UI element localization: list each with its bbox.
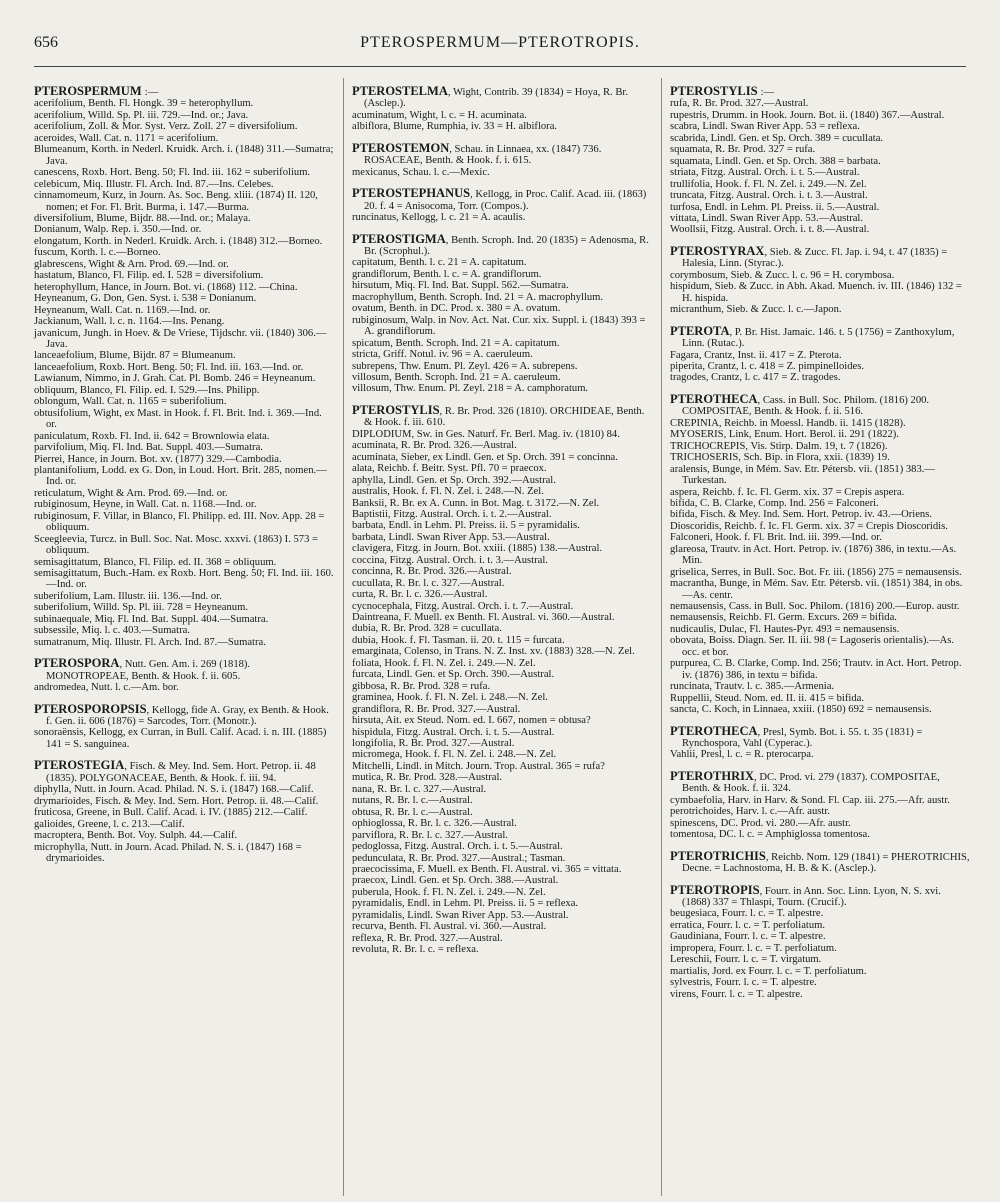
genus-entry bbox=[352, 140, 652, 178]
species-entry: micranthum, Sieb. & Zucc. l. c.—Japon. bbox=[670, 304, 842, 316]
species-entry: Lereschii, Fourr. l. c. = T. virgatum. bbox=[670, 954, 822, 966]
species-entry: Sceegleevia, Turcz. in Bull. Soc. Nat. Mosc. xxxvi. (1863) I. 573 = obliquum. bbox=[34, 533, 319, 557]
species-entry: reflexa, R. Br. Prod. 327.—Austral. bbox=[352, 932, 503, 944]
species-entry: concinna, R. Br. Prod. 326.—Austral. bbox=[352, 566, 512, 578]
species-entry: semisagittatum, Blanco, Fl. Filip. ed. II. 368 = obliquum. bbox=[34, 556, 277, 568]
species-entry: cucullata, R. Br. l. c. 327.—Austral. bbox=[352, 577, 505, 589]
species-entry: mutica, R. Br. Prod. 328.—Austral. bbox=[352, 772, 503, 784]
species-entry: pedunculata, R. Br. Prod. 327.—Austral.; Tasman. bbox=[352, 852, 566, 864]
species-entry: turfosa, Endl. in Lehm. Pl. Preiss. ii. 5.—Austral. bbox=[670, 201, 880, 213]
species-entry: grandiflora, R. Br. Prod. 327.—Austral. bbox=[352, 703, 521, 715]
species-entry: hispidula, Fitzg. Austral. Orch. i. t. 5.—Austral. bbox=[352, 726, 555, 738]
species-entry: macrantha, Bunge, in Mém. Sav. Etr. Pétersb. vii. (1851) 384, in obs.—As. centr. bbox=[670, 578, 963, 601]
species-entry: acerifolium, Willd. Sp. Pl. iii. 729.—Ind. or.; Java. bbox=[34, 109, 249, 121]
genus-heading: PTEROTA, P. Br. Hist. Jamaic. 146. t. 5 (1756) = Zanthoxylum, Linn. (Rutac.). bbox=[670, 323, 955, 350]
genus-entry bbox=[670, 243, 970, 316]
header-rule bbox=[34, 66, 966, 67]
species-entry: javanicum, Jungh. in Hoev. & De Vriese, Tijdschr. vii. (1840) 306.—Java. bbox=[34, 327, 327, 350]
genus-heading: PTEROSTYLIS :— bbox=[670, 84, 775, 98]
species-entry: suberifolium, Willd. Sp. Pl. iii. 728 = Heyneanum. bbox=[34, 602, 248, 614]
species-entry: scabra, Lindl. Swan River App. 53 = reflexa. bbox=[670, 121, 860, 133]
species-entry: drymarioides, Fisch. & Mey. Ind. Sem. Hort. Petrop. ii. 48.—Calif. bbox=[34, 795, 319, 807]
species-entry: rufa, R. Br. Prod. 327.—Austral. bbox=[670, 98, 809, 110]
species-entry: virens, Fourr. l. c. = T. alpestre. bbox=[670, 988, 803, 1000]
species-entry: Mitchelli, Lindl. in Mitch. Journ. Trop. Austral. 365 = rufa? bbox=[352, 760, 605, 772]
species-entry: hirsutum, Miq. Fl. Ind. Bat. Suppl. 562.—Sumatra. bbox=[352, 280, 569, 292]
species-entry: squamata, Lindl. Gen. et Sp. Orch. 388 = barbata. bbox=[670, 155, 881, 167]
species-entry: runcinata, Trautv. l. c. 385.—Armenia. bbox=[670, 681, 835, 693]
genus-heading: PTEROTHRIX, DC. Prod. vi. 279 (1837). COMPOSITAE, Benth. & Hook. f. ii. 324. bbox=[670, 768, 940, 795]
species-entry: squamata, R. Br. Prod. 327 = rufa. bbox=[670, 144, 816, 156]
species-entry: Woollsii, Fitzg. Austral. Orch. i. t. 8.—Austral. bbox=[670, 224, 870, 236]
species-entry: mexicanus, Schau. l. c.—Mexic. bbox=[352, 166, 490, 178]
species-entry: obliquum, Blanco, Fl. Filip. ed. I. 529.—Ins. Philipp. bbox=[34, 384, 260, 396]
species-entry: acuminata, Sieber, ex Lindl. Gen. et Sp. Orch. 391 = concinna. bbox=[352, 451, 618, 463]
genus-heading: PTEROSTEPHANUS, Kellogg, in Proc. Calif. Acad. iii. (1863) 20. f. 4 = Anisocoma, Torr. (Compos.). bbox=[352, 186, 647, 212]
species-entry: parvifolium, Miq. Fl. Ind. Bat. Suppl. 403.—Sumatra. bbox=[34, 442, 263, 454]
species-entry: vittata, Lindl. Swan River App. 53.—Austral. bbox=[670, 212, 864, 224]
species-entry: micromega, Hook. f. Fl. N. Zel. i. 248.—N. Zel. bbox=[352, 749, 557, 761]
species-entry: aralensis, Bunge, in Mém. Sav. Etr. Pétersb. vii. (1851) 383.—Turkestan. bbox=[670, 463, 936, 487]
species-entry: impropera, Fourr. l. c. = T. perfoliatum. bbox=[670, 942, 837, 954]
species-entry: Heyneanum, Wall. Cat. n. 1169.—Ind. or. bbox=[34, 304, 211, 316]
species-entry: nutans, R. Br. l. c.—Austral. bbox=[352, 795, 473, 807]
species-entry: ophioglossa, R. Br. l. c. 326.—Austral. bbox=[352, 818, 517, 830]
species-entry: graminea, Hook. f. Fl. N. Zel. i. 248.—N. Zel. bbox=[352, 692, 548, 704]
species-entry: celebicum, Miq. Illustr. Fl. Arch. Ind. 87.—Ins. Celebes. bbox=[34, 178, 274, 190]
species-entry: clavigera, Fitzg. in Journ. Bot. xxiii. (1885) 138.—Austral. bbox=[352, 543, 603, 555]
species-entry: heterophyllum, Hance, in Journ. Bot. vi. (1868) 112. —China. bbox=[34, 281, 298, 293]
species-entry: purpurea, C. B. Clarke, Comp. Ind. 256; Trautv. in Act. Hort. Petrop. iv. (1876) 386, in textu = bifida. bbox=[670, 658, 962, 681]
species-entry: obovata, Boiss. Diagn. Ser. II. iii. 98 (= Lagoseris orientalis).—As. occ. et bor. bbox=[670, 635, 955, 658]
species-entry: Baptistii, Fitzg. Austral. Orch. i. t. 2.—Austral. bbox=[352, 508, 552, 520]
running-title: PTEROSPERMUM—PTEROTROPIS. bbox=[360, 34, 640, 51]
genus-entry bbox=[670, 768, 970, 841]
species-entry: obtusa, R. Br. l. c.—Austral. bbox=[352, 806, 473, 818]
species-entry: villosum, Thw. Enum. Pl. Zeyl. 218 = A. camphoratum. bbox=[352, 383, 589, 395]
species-entry: beugesiaca, Fourr. l. c. = T. alpestre. bbox=[670, 908, 824, 920]
species-entry: plantanifolium, Lodd. ex G. Don, in Loud. Hort. Brit. 285, nomen.—Ind. or. bbox=[34, 464, 327, 488]
genus-heading: PTEROTHECA, Presl, Symb. Bot. i. 55. t. 35 (1831) = Rynchospora, Vahl (Cyperac.). bbox=[670, 723, 923, 750]
species-entry: Banksii, R. Br. ex A. Cunn. in Bot. Mag. t. 3172.—N. Zel. bbox=[352, 497, 600, 509]
species-entry: ovatum, Benth. in DC. Prod. x. 380 = A. ovatum. bbox=[352, 303, 561, 315]
species-entry: truncata, Fitzg. Austral. Orch. i. t. 3.—Austral. bbox=[670, 190, 868, 202]
species-entry: trullifolia, Hook. f. Fl. N. Zel. i. 249.—N. Zel. bbox=[670, 178, 867, 190]
species-entry: rubiginosum, F. Villar, in Blanco, Fl. Philipp. ed. III. Nov. App. 28 = obliquum. bbox=[34, 510, 325, 534]
species-entry: capitatum, Benth. l. c. 21 = A. capitatum. bbox=[352, 257, 527, 269]
genus-heading: PTEROSPOROPSIS, Kellogg, fide A. Gray, ex Benth. & Hook. f. Gen. ii. 606 (1876) = Sarcodes, Torr. (Monotr.). bbox=[34, 701, 329, 728]
species-entry: nana, R. Br. l. c. 327.—Austral. bbox=[352, 783, 487, 795]
species-entry: Fagara, Crantz, Inst. ii. 417 = Z. Pterota. bbox=[670, 349, 842, 361]
species-entry: furcata, Lindl. Gen. et Sp. Orch. 390.—Austral. bbox=[352, 669, 555, 681]
species-entry: nemausensis, Cass. in Bull. Soc. Philom. (1816) 200.—Europ. austr. bbox=[670, 601, 960, 613]
species-entry: sancta, C. Koch, in Linnaea, xxiii. (1850) 692 = nemausensis. bbox=[670, 704, 932, 716]
species-entry: reticulatum, Wight & Arn. Prod. 69.—Ind. or. bbox=[34, 487, 228, 499]
species-entry: obtusifolium, Wight, ex Mast. in Hook. f. Fl. Brit. Ind. i. 369.—Ind. or. bbox=[34, 407, 322, 431]
species-entry: dubia, Hook. f. Fl. Tasman. ii. 20. t. 115 = furcata. bbox=[352, 634, 565, 646]
species-entry: barbata, Lindl. Swan River App. 53.—Austral. bbox=[352, 531, 550, 543]
species-entry: cycnocephala, Fitzg. Austral. Orch. i. t. 7.—Austral. bbox=[352, 600, 574, 612]
species-entry: Lawianum, Nimmo, in J. Grah. Cat. Pl. Bomb. 246 = Heyneanum. bbox=[34, 373, 316, 385]
species-entry: gibbosa, R. Br. Prod. 328 = rufa. bbox=[352, 680, 491, 692]
species-entry: aphylla, Lindl. Gen. et Sp. Orch. 392.—Austral. bbox=[352, 474, 556, 486]
species-entry: griselica, Serres, in Bull. Soc. Bot. Fr. iii. (1856) 275 = nemausensis. bbox=[670, 566, 962, 578]
column-middle bbox=[352, 86, 652, 966]
species-entry: macrophyllum, Benth. Scroph. Ind. 21 = A. macrophyllum. bbox=[352, 291, 604, 303]
species-entry: acuminata, R. Br. Prod. 326.—Austral. bbox=[352, 440, 517, 452]
genus-entry bbox=[670, 391, 970, 716]
species-entry: CREPINIA, Reichb. in Moessl. Handb. ii. 1415 (1828). bbox=[670, 417, 906, 429]
species-entry: striata, Fitzg. Austral. Orch. i. t. 5.—Austral. bbox=[670, 167, 860, 179]
species-entry: andromedea, Nutt. l. c.—Am. bor. bbox=[34, 682, 179, 694]
species-entry: rupestris, Drumm. in Hook. Journ. Bot. ii. (1840) 367.—Austral. bbox=[670, 109, 945, 121]
species-entry: Pierrei, Hance, in Journ. Bot. xv. (1877) 329.—Cambodia. bbox=[34, 453, 282, 465]
genus-heading: PTEROSTYLIS, R. Br. Prod. 326 (1810). ORCHIDEAE, Benth. & Hook. f. iii. 610. bbox=[352, 402, 645, 429]
species-entry: spicatum, Benth. Scroph. Ind. 21 = A. capitatum. bbox=[352, 337, 560, 349]
species-entry: Gaudiniana, Fourr. l. c. = T. alpestre. bbox=[670, 931, 826, 943]
species-entry: DIPLODIUM, Sw. in Ges. Naturf. Fr. Berl. Mag. iv. (1810) 84. bbox=[352, 428, 620, 440]
genus-entry bbox=[670, 848, 970, 875]
species-entry: galioides, Greene, l. c. 213.—Calif. bbox=[34, 818, 185, 830]
species-entry: sumatranum, Miq. Illustr. Fl. Arch. Ind. 87.—Sumatra. bbox=[34, 636, 266, 648]
species-entry: glabrescens, Wight & Arn. Prod. 69.—Ind. or. bbox=[34, 258, 229, 270]
species-entry: elongatum, Korth. in Nederl. Kruidk. Arch. i. (1848) 312.—Borneo. bbox=[34, 235, 323, 247]
species-entry: perotrichoides, Harv. l. c.—Afr. austr. bbox=[670, 806, 830, 818]
species-entry: lanceaefolium, Blume, Bijdr. 87 = Blumeanum. bbox=[34, 350, 236, 362]
species-entry: runcinatus, Kellogg, l. c. 21 = A. acaulis. bbox=[352, 212, 526, 224]
genus-heading: PTEROSTIGMA, Benth. Scroph. Ind. 20 (1835) = Adenosma, R. Br. (Scrophul.). bbox=[352, 231, 649, 257]
species-entry: diphylla, Nutt. in Journ. Acad. Philad. N. S. i. (1847) 168.—Calif. bbox=[34, 784, 314, 796]
species-entry: paniculatum, Roxb. Fl. Ind. ii. 642 = Brownlowia elata. bbox=[34, 430, 270, 442]
genus-heading: PTEROSPORA, Nutt. Gen. Am. i. 269 (1818). MONOTROPEAE, Benth. & Hook. f. ii. 605. bbox=[34, 656, 251, 682]
genus-entry bbox=[352, 188, 652, 223]
species-entry: albiflora, Blume, Rumphia, iv. 33 = H. albiflora. bbox=[352, 121, 558, 133]
species-entry: acerifolium, Benth. Fl. Hongk. 39 = heterophyllum. bbox=[34, 98, 254, 110]
species-entry: recurva, Benth. Fl. Austral. vi. 360.—Austral. bbox=[352, 921, 547, 933]
species-entry: longifolia, R. Br. Prod. 327.—Austral. bbox=[352, 738, 515, 750]
genus-entry bbox=[352, 402, 652, 956]
species-entry: diversifolium, Blume, Bijdr. 88.—Ind. or.; Malaya. bbox=[34, 212, 251, 224]
species-entry: tragodes, Crantz, l. c. 417 = Z. tragodes. bbox=[670, 372, 841, 384]
species-entry: canescens, Roxb. Hort. Beng. 50; Fl. Ind. iii. 162 = suberifolium. bbox=[34, 167, 311, 179]
species-entry: Daintreana, F. Muell. ex Benth. Fl. Austral. vi. 360.—Austral. bbox=[352, 612, 615, 624]
species-entry: aceroides, Wall. Cat. n. 1171 = acerifolium. bbox=[34, 132, 219, 144]
species-entry: sonoraënsis, Kellogg, ex Curran, in Bull. Calif. Acad. i. n. III. (1885) 141 = S. sanguinea. bbox=[34, 727, 327, 750]
genus-heading: PTEROSTYRAX, Sieb. & Zucc. Fl. Jap. i. 94, t. 47 (1835) = Halesia, Linn. (Styrac.). bbox=[670, 243, 948, 270]
species-entry: MYOSERIS, Link, Enum. Hort. Berol. ii. 291 (1822). bbox=[670, 429, 899, 441]
species-entry: sylvestris, Fourr. l. c. = T. alpestre. bbox=[670, 977, 817, 989]
genus-heading: PTEROSTEGIA, Fisch. & Mey. Ind. Sem. Hort. Petrop. ii. 48 (1835). POLYGONACEAE, Benth. & Hook. f. iii. 94. bbox=[34, 758, 316, 784]
species-entry: pyramidalis, Endl. in Lehm. Pl. Preiss. ii. 5 = reflexa. bbox=[352, 898, 579, 910]
species-entry: grandiflorum, Benth. l. c. = A. grandiflorum. bbox=[352, 268, 542, 280]
species-entry: Donianum, Walp. Rep. i. 350.—Ind. or. bbox=[34, 224, 202, 236]
species-entry: Jackianum, Wall. l. c. n. 1164.—Ins. Penang. bbox=[34, 316, 225, 328]
species-entry: Falconeri, Hook. f. Fl. Brit. Ind. iii. 399.—Ind. or. bbox=[670, 532, 882, 544]
species-entry: praecocissima, F. Muell. ex Benth. Fl. Austral. vi. 365 = vittata. bbox=[352, 864, 622, 875]
species-entry: subrepens, Thw. Enum. Pl. Zeyl. 426 = A. subrepens. bbox=[352, 360, 578, 372]
species-entry: glareosa, Trautv. in Act. Hort. Petrop. iv. (1876) 386, in textu.—As. Min. bbox=[670, 543, 957, 567]
species-entry: foliata, Hook. f. Fl. N. Zel. i. 249.—N. Zel. bbox=[352, 657, 536, 669]
species-entry: alata, Reichb. f. Beitr. Syst. Pfl. 70 = praecox. bbox=[352, 463, 547, 475]
species-entry: dubia, R. Br. Prod. 328 = cucullata. bbox=[352, 623, 502, 635]
species-entry: hispidum, Sieb. & Zucc. in Abh. Akad. Muench. iv. III. (1846) 132 = H. hispida. bbox=[670, 281, 962, 304]
species-entry: Heyneanum, G. Don, Gen. Syst. i. 538 = Donianum. bbox=[34, 293, 257, 305]
genus-entry bbox=[34, 760, 334, 864]
species-entry: aspera, Reichb. f. Ic. Fl. Germ. xix. 37 = Crepis aspera. bbox=[670, 486, 905, 498]
species-entry: cymbaefolia, Harv. in Harv. & Sond. Fl. Cap. iii. 275.—Afr. austr. bbox=[670, 794, 950, 806]
species-entry: bifida, Fisch. & Mey. Ind. Sem. Hort. Petrop. iv. 43.—Oriens. bbox=[670, 509, 932, 521]
species-entry: rubiginosum, Walp. in Nov. Act. Nat. Cur. xix. Suppl. i. (1843) 393 = A. grandiflorum. bbox=[352, 314, 646, 338]
page-number: 656 bbox=[34, 34, 58, 51]
species-entry: Blumeanum, Korth. in Nederl. Kruidk. Arch. i. (1848) 311.—Sumatra; Java. bbox=[34, 144, 334, 167]
species-entry: oblongum, Wall. Cat. n. 1165 = suberifolium. bbox=[34, 396, 227, 408]
species-entry: acerifolium, Zoll. & Mor. Syst. Verz. Zoll. 27 = diversifolium. bbox=[34, 121, 298, 133]
species-entry: macroptera, Benth. Bot. Voy. Sulph. 44.—Calif. bbox=[34, 830, 238, 842]
species-entry: acuminatum, Wight, l. c. = H. acuminata. bbox=[352, 109, 527, 121]
genus-entry bbox=[34, 701, 334, 751]
species-entry: australis, Hook. f. Fl. N. Zel. i. 248.—N. Zel. bbox=[352, 486, 544, 498]
species-entry: subsessile, Miq. l. c. 403.—Sumatra. bbox=[34, 625, 190, 637]
species-entry: pyramidalis, Lindl. Swan River App. 53.—Austral. bbox=[352, 909, 569, 921]
species-entry: lanceaefolium, Roxb. Hort. Beng. 50; Fl. Ind. iii. 163.—Ind. or. bbox=[34, 361, 304, 373]
genus-heading: PTEROSTEMON, Schau. in Linnaea, xx. (1847) 736. ROSACEAE, Benth. & Hook. f. i. 615. bbox=[352, 140, 602, 167]
species-entry: semisagittatum, Buch.-Ham. ex Roxb. Hort. Beng. 50; Fl. Ind. iii. 160.—Ind. or. bbox=[34, 568, 334, 591]
genus-heading: PTEROTHECA, Cass. in Bull. Soc. Philom. (1816) 200. COMPOSITAE, Benth. & Hook. f. ii. 516. bbox=[670, 391, 930, 418]
species-entry: puberula, Hook. f. Fl. N. Zel. i. 249.—N. Zel. bbox=[352, 886, 546, 898]
species-entry: cinnamomeum, Kurz, in Journ. As. Soc. Beng. xliii. (1874) II. 120, nomen; et For. Fl. Brit. Burma, i. 147.—Burma. bbox=[34, 190, 318, 213]
species-entry: stricta, Griff. Notul. iv. 96 = A. caeruleum. bbox=[352, 349, 533, 361]
species-entry: piperita, Crantz, l. c. 418 = Z. pimpinelloides. bbox=[670, 360, 864, 372]
genus-entry bbox=[34, 86, 334, 648]
species-entry: subinaequale, Miq. Fl. Ind. Bat. Suppl. 404.—Sumatra. bbox=[34, 613, 269, 625]
genus-entry bbox=[352, 231, 652, 395]
species-entry: hastatum, Blanco, Fl. Filip. ed. I. 528 = diversifolium. bbox=[34, 270, 264, 282]
species-entry: Vahlii, Presl, l. c. = R. pterocarpa. bbox=[670, 749, 814, 761]
genus-entry bbox=[670, 882, 970, 1001]
genus-entry bbox=[670, 86, 970, 236]
species-entry: nudicaulis, Dulac, Fl. Hautes-Pyr. 493 = nemausensis. bbox=[670, 623, 900, 635]
species-entry: fuscum, Korth. l. c.—Borneo. bbox=[34, 247, 161, 259]
running-header bbox=[34, 30, 966, 60]
species-entry: scabrida, Lindl. Gen. et Sp. Orch. 389 = cucullata. bbox=[670, 132, 884, 144]
species-entry: microphylla, Nutt. in Journ. Acad. Philad. N. S. i. (1847) 168 = drymarioides. bbox=[34, 841, 302, 864]
species-entry: TRICHOCREPIS, Vis. Stirp. Dalm. 19, t. 7 (1826). bbox=[670, 440, 888, 452]
column-left bbox=[34, 86, 334, 874]
column-divider bbox=[661, 78, 662, 1196]
column-divider bbox=[343, 78, 344, 1196]
species-entry: curta, R. Br. l. c. 326.—Austral. bbox=[352, 589, 488, 601]
species-entry: pedoglossa, Fitzg. Austral. Orch. i. t. 5.—Austral. bbox=[352, 841, 563, 853]
species-entry: Ruppellii, Steud. Nom. ed. II. ii. 415 = bifida. bbox=[670, 692, 864, 704]
genus-heading: PTEROSTELMA, Wight, Contrib. 39 (1834) = Hoya, R. Br. (Asclep.). bbox=[352, 84, 629, 110]
species-entry: TRICHOSERIS, Sch. Bip. in Flora, xxii. (1839) 19. bbox=[670, 452, 890, 464]
species-entry: suberifolium, Lam. Illustr. iii. 136.—Ind. or. bbox=[34, 590, 222, 602]
genus-heading: PTEROTRICHIS, Reichb. Nom. 129 (1841) = PHEROTRICHIS, Decne. = Lachnostoma, H. B. & K. (Asclep.). bbox=[670, 848, 970, 875]
species-entry: coccina, Fitzg. Austral. Orch. i. t. 3.—Austral. bbox=[352, 554, 548, 566]
species-entry: praecox, Lindl. Gen. et Sp. Orch. 388.—Austral. bbox=[352, 875, 559, 887]
species-entry: fruticosa, Greene, in Bull. Calif. Acad. i. IV. (1885) 212.—Calif. bbox=[34, 807, 308, 819]
species-entry: corymbosum, Sieb. & Zucc. l. c. 96 = H. corymbosa. bbox=[670, 269, 895, 281]
species-entry: Dioscoridis, Reichb. f. Ic. Fl. Germ. xix. 37 = Crepis Dioscoridis. bbox=[670, 520, 948, 532]
species-entry: nemausensis, Reichb. Fl. Germ. Excurs. 269 = bifida. bbox=[670, 612, 897, 624]
species-entry: bifida, C. B. Clarke, Comp. Ind. 256 = Falconeri. bbox=[670, 497, 879, 509]
column-right bbox=[670, 86, 970, 1010]
species-entry: erratica, Fourr. l. c. = T. perfoliatum. bbox=[670, 919, 826, 931]
species-entry: barbata, Endl. in Lehm. Pl. Preiss. ii. 5 = pyramidalis. bbox=[352, 520, 580, 532]
species-entry: tomentosa, DC. l. c. = Amphiglossa tomentosa. bbox=[670, 829, 870, 841]
species-entry: villosum, Benth. Scroph. Ind. 21 = A. caeruleum. bbox=[352, 371, 561, 383]
genus-entry bbox=[670, 723, 970, 761]
species-entry: parviflora, R. Br. l. c. 327.—Austral. bbox=[352, 829, 508, 841]
species-entry: emarginata, Colenso, in Trans. N. Z. Inst. xv. (1883) 328.—N. Zel. bbox=[352, 646, 635, 658]
species-entry: hirsuta, Ait. ex Steud. Nom. ed. I. 667, nomen = obtusa? bbox=[352, 715, 591, 727]
species-entry: spinescens, DC. Prod. vi. 280.—Afr. austr. bbox=[670, 817, 851, 829]
species-entry: martialis, Jord. ex Fourr. l. c. = T. perfoliatum. bbox=[670, 965, 867, 977]
species-entry: revoluta, R. Br. l. c. = reflexa. bbox=[352, 944, 479, 956]
genus-entry bbox=[34, 658, 334, 693]
genus-entry bbox=[352, 86, 652, 133]
species-entry: rubiginosum, Heyne, in Wall. Cat. n. 1168.—Ind. or. bbox=[34, 499, 257, 511]
genus-entry bbox=[670, 323, 970, 384]
genus-heading: PTEROSPERMUM :— bbox=[34, 84, 159, 98]
genus-heading: PTEROTROPIS, Fourr. in Ann. Soc. Linn. Lyon, N. S. xvi. (1868) 337 = Thlaspi, Tourn. (Crucif.). bbox=[670, 882, 941, 908]
